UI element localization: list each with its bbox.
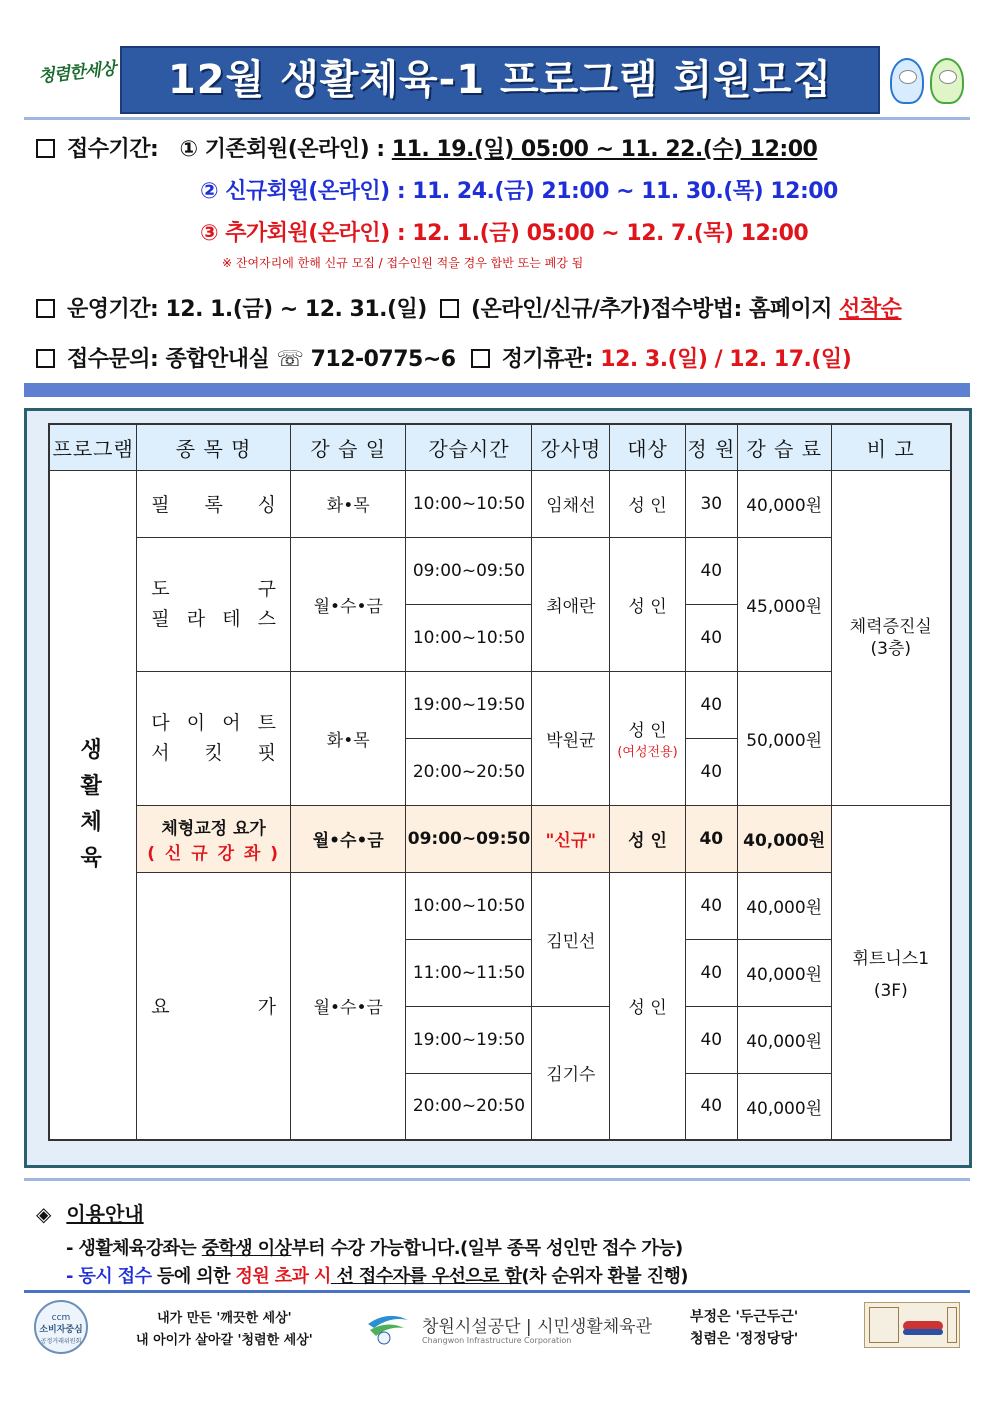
header-teacher: 강사명	[532, 424, 610, 470]
operation-line	[36, 292, 901, 323]
checkbox-square-icon	[36, 299, 55, 318]
table-row	[49, 470, 951, 537]
course-time: 10:00~10:50	[406, 604, 532, 671]
title-banner	[120, 46, 880, 114]
changwon-corp-logo-icon	[364, 1306, 412, 1346]
integrity-slogan: 부정은 '두근두근' 청렴은 '정정당당'	[690, 1309, 799, 1347]
course-days: 월•수•금	[291, 537, 406, 671]
course-name: 다 이 어 트 서 킷 핏	[137, 671, 291, 805]
schedule-frame	[24, 408, 972, 1168]
table-row-highlight	[49, 805, 951, 872]
course-time: 20:00~20:50	[406, 1073, 532, 1140]
new-course-note: ( 신 규 강 좌 )	[147, 843, 281, 864]
guide-line-2: - 동시 접수 등에 의한 정원 초과 시 선 접수자를 우선으로 함(차 순위자 환불 진행)	[66, 1266, 688, 1287]
checkbox-square-icon	[440, 299, 459, 318]
section-band	[24, 383, 970, 397]
course-time: 10:00~10:50	[406, 872, 532, 939]
course-time: 11:00~11:50	[406, 939, 532, 1006]
mascots	[890, 50, 970, 110]
course-capacity: 40	[685, 537, 737, 604]
table-row	[49, 537, 951, 604]
guide-rule	[24, 1178, 970, 1181]
clean-world-logo: 청렴한세상	[37, 59, 117, 87]
course-fee: 40,000원	[737, 1006, 831, 1073]
course-teacher: 박원균	[532, 671, 610, 805]
checkbox-square-icon	[36, 349, 55, 368]
operation-label: 운영기간:	[67, 297, 159, 322]
reception-line-2	[200, 174, 838, 205]
remark-text-1: 체력증진실 (3층)	[849, 616, 932, 659]
course-capacity: 40	[685, 872, 737, 939]
period-3-label: ③ 추가회원(온라인) :	[200, 221, 406, 246]
schedule-table	[48, 423, 952, 1141]
course-capacity: 40	[685, 939, 737, 1006]
reception-label: 접수기간:	[67, 137, 159, 162]
inquiry-value: 종합안내실 ☏ 712-0775~6	[165, 347, 456, 372]
footer-rule	[24, 1290, 970, 1293]
course-capacity: 30	[685, 470, 737, 537]
remark-cell-2	[831, 805, 951, 1140]
reception-note: ※ 잔여자리에 한해 신규 모집 / 접수인원 적을 경우 합반 또는 폐강 됨	[222, 256, 584, 270]
course-fee: 50,000원	[737, 671, 831, 805]
inquiry-label: 접수문의:	[67, 347, 159, 372]
course-time: 20:00~20:50	[406, 738, 532, 805]
course-fee: 45,000원	[737, 537, 831, 671]
table-row	[49, 671, 951, 738]
operation-range: 12. 1.(금) ~ 12. 31.(일)	[165, 297, 427, 322]
inquiry-line	[36, 342, 851, 373]
org-name: 창원시설공단 | 시민생활체육관	[422, 1317, 653, 1337]
period-1-range: 11. 19.(일) 05:00 ~ 11. 22.(수) 12:00	[391, 137, 818, 162]
method-highlight: 선착순	[839, 297, 902, 322]
course-days: 월•수•금	[291, 805, 406, 872]
women-only-note: (여성전용)	[617, 745, 678, 760]
course-name: 요 가	[137, 872, 291, 1140]
course-time: 09:00~09:50	[406, 537, 532, 604]
course-teacher: 임채선	[532, 470, 610, 537]
header-fee: 강 습 료	[737, 424, 831, 470]
period-3-range: 12. 1.(금) 05:00 ~ 12. 7.(목) 12:00	[412, 221, 809, 246]
reception-line-3	[200, 216, 808, 247]
period-1-label: ① 기존회원(온라인) :	[179, 137, 385, 162]
clean-slogan: 내가 만든 '깨끗한 세상' 내 아이가 살아갈 '청렴한 세상'	[136, 1311, 313, 1348]
reception-line-1	[36, 132, 817, 163]
header	[24, 44, 970, 118]
period-2-label: ② 신규회원(온라인) :	[200, 179, 406, 204]
course-target: 성 인	[610, 470, 686, 537]
checkbox-square-icon	[471, 349, 490, 368]
footer	[24, 1296, 970, 1366]
ccm-badge-icon: ccm 소비자중심 공정거래위원회	[34, 1300, 88, 1354]
course-time: 09:00~09:50	[406, 805, 532, 872]
table-row	[49, 872, 951, 939]
header-rule	[24, 117, 970, 120]
course-capacity: 40	[685, 805, 737, 872]
course-time: 10:00~10:50	[406, 470, 532, 537]
course-fee: 40,000원	[737, 1073, 831, 1140]
course-days: 화•목	[291, 671, 406, 805]
method-value: 홈페이지	[748, 297, 832, 322]
remark-text-2a: 휘트니스1	[852, 948, 930, 969]
header-remark: 비 고	[831, 424, 951, 470]
course-fee: 40,000원	[737, 470, 831, 537]
guide-title: ◈ 이용안내	[36, 1202, 144, 1226]
course-capacity: 40	[685, 604, 737, 671]
course-days: 화•목	[291, 470, 406, 537]
green-mascot-icon	[930, 58, 964, 104]
course-name: 필 록 싱	[137, 470, 291, 537]
course-teacher: 최애란	[532, 537, 610, 671]
header-days: 강 습 일	[291, 424, 406, 470]
course-target: 성 인	[610, 805, 686, 872]
course-days: 월•수•금	[291, 872, 406, 1140]
header-name: 종 목 명	[137, 424, 291, 470]
course-fee: 40,000원	[737, 872, 831, 939]
guide-line-1: - 생활체육강좌는 중학생 이상부터 수강 가능합니다.(일부 종목 성인만 접수 가능)	[66, 1238, 683, 1259]
course-teacher: 김민선	[532, 872, 610, 1006]
course-fee: 40,000원	[737, 805, 831, 872]
course-name: 체형교정 요가 ( 신 규 강 좌 )	[137, 805, 291, 872]
page-title: 12월 생활체육-1 프로그램 회원모집	[167, 57, 833, 103]
course-teacher: 김기수	[532, 1006, 610, 1140]
diamond-icon: ◈	[36, 1202, 52, 1226]
header-capacity: 정 원	[685, 424, 737, 470]
course-target: 성 인 (여성전용)	[610, 671, 686, 805]
course-time: 19:00~19:50	[406, 1006, 532, 1073]
program-cell	[49, 470, 137, 1140]
org-subtitle: Changwon Infrastructure Corporation	[422, 1336, 572, 1345]
course-fee: 40,000원	[737, 939, 831, 1006]
certificate-stamp-icon	[864, 1302, 960, 1348]
period-2-range: 11. 24.(금) 21:00 ~ 11. 30.(목) 12:00	[412, 179, 838, 204]
header-program: 프로그램	[49, 424, 137, 470]
program-label: 생 활 체 육	[80, 737, 106, 871]
remark-cell-1	[831, 470, 951, 805]
closed-value: 12. 3.(일) / 12. 17.(일)	[600, 347, 852, 372]
course-teacher: "신규"	[532, 805, 610, 872]
closed-label: 정기휴관:	[501, 347, 594, 372]
header-time: 강습시간	[406, 424, 532, 470]
course-target: 성 인	[610, 872, 686, 1140]
checkbox-square-icon	[36, 139, 55, 158]
course-name: 도 구 필 라 테 스	[137, 537, 291, 671]
course-capacity: 40	[685, 1073, 737, 1140]
course-capacity: 40	[685, 1006, 737, 1073]
blue-mascot-icon	[890, 58, 924, 104]
method-label: (온라인/신규/추가)접수방법:	[471, 297, 742, 322]
course-capacity: 40	[685, 671, 737, 738]
remark-text-2b: (3F)	[873, 980, 908, 1001]
course-time: 19:00~19:50	[406, 671, 532, 738]
header-target: 대상	[610, 424, 686, 470]
course-target: 성 인	[610, 537, 686, 671]
course-capacity: 40	[685, 738, 737, 805]
table-header-row	[49, 424, 951, 470]
